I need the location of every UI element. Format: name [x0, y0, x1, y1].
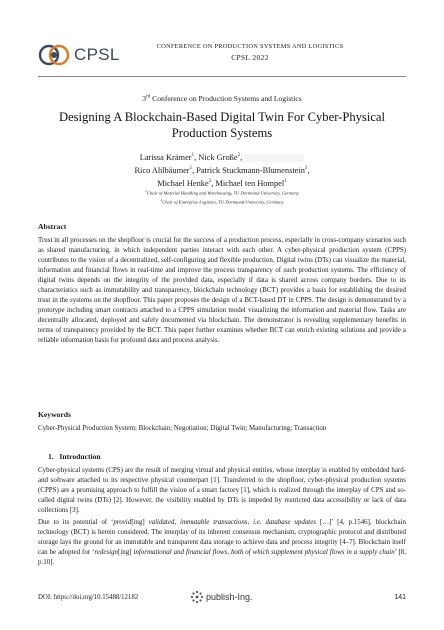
text-run-italic: informational and financial flows, both of which supplement physical flows in a supply chain: [133, 547, 395, 556]
page-footer: [38, 590, 406, 606]
cpsl-logo-icon: [38, 41, 72, 69]
author-line-2: Rico Ahlbäumer$^1$, Patrick Stuckmann-Blumenstein$^2$,: [134, 165, 310, 175]
abstract-text: Trust in all processes on the shopfloor is crucial for the success of a production process, especially in cross-company scenarios such as shared manufacturing, in which independent parties interact with each other. A cyber-physical production system (CPPS) contributes to the vision of a decentralized, self-configuring and flexible production. Digital twins (DTs) can visualize the material, information and financial flows in real-time and improve the process transparency of such production systems. The efficiency of digital twins depends on the integrity of the provided data, especially if data is shared across company borders. Due to its characteristics such as immutability and transparency, blockchain technology (BCT) provides a basis for establishing the desired trust in the systems on the shopfloor. This paper proposes the design of a BCT-based DT in CPPS. The design is demonstrated by a prototype including smart contracts attached to a CPPS simulation model visualizing the information and material flow. Tasks are decentrally allocated, deployed and safely documented via blockchain. The demonstrator is revealing supplementary benefits in terms of transparency provided by the BCT. This paper further examines whether BCT can enrich existing solutions and provide a reliable information basis for profound data and process analysis.: [38, 236, 406, 344]
publisher-logo: [190, 590, 253, 604]
affiliation-sup: 1: [145, 189, 147, 193]
author-name: Patrick Stuckmann-Blumenstein: [196, 165, 305, 175]
author-line-3: Michael Henke$^2$, Michael ten Hompel$^1$: [157, 178, 287, 188]
conference-block: [150, 42, 350, 63]
affiliation-2: [0, 197, 444, 206]
conference-ordinal: 3: [142, 94, 147, 103]
abstract-heading: Abstract: [38, 222, 67, 231]
keywords-text: Cyber-Physical Production System; Blockchain; Negotiation; Digital Twin; Manufacturing; Transaction: [38, 424, 327, 432]
affiliation-text: Chair of Enterprise Logistics, TU Dortmund University, Germany: [162, 199, 284, 205]
text-run: Due to its potential of ‘: [38, 518, 114, 526]
author-sup: 2: [304, 165, 308, 171]
author-line-1: Larissa Krämer$^1$, Nick Große$^2$,: [0, 150, 444, 163]
text-run-italic: redesign: [94, 547, 119, 556]
logo-text: CPSL: [74, 45, 120, 64]
text-run-italic: provid: [113, 518, 132, 526]
affiliations: [0, 188, 444, 205]
conference-line: [0, 94, 444, 103]
text-run: [ing]: [131, 518, 149, 526]
page-number: 141: [394, 594, 406, 601]
author-sup: 1: [189, 165, 193, 171]
author-sup: 2: [208, 178, 212, 184]
author-sup: 2: [237, 153, 241, 158]
keywords-heading: Keywords: [38, 410, 71, 419]
author-name: Larissa Krämer: [139, 152, 192, 162]
conference-name: CONFERENCE ON PRODUCTION SYSTEMS AND LOGISTICS: [156, 43, 344, 50]
paper-title: Designing A Blockchain-Based Digital Twin For Cyber-Physical Production Systems: [58, 110, 386, 140]
text-run: ’ [8, p.10].: [38, 547, 406, 566]
publisher-name: publish-Ing.: [206, 592, 253, 602]
text-run: […]’ [4, p.1546], blockchain technology (BCT) is herein considered. The interplay of its inherent consensus mechanism, cryptographic protocol and distributed storage lays the ground for an immutable and transparent data storage to achieve data and process integrity [4–7]. Blockchain itself can be adopted for ‘: [38, 518, 406, 556]
author-sup: 1: [191, 153, 195, 158]
text-run-italic: validated, immutable transactions, i.e. database updates: [148, 518, 317, 526]
page-header: [38, 38, 404, 72]
conference-short: CPSL 2022: [231, 53, 269, 62]
introduction-heading: 1. Introduction: [48, 452, 101, 461]
conference-line-text: Conference on Production Systems and Logistics: [150, 94, 302, 103]
affiliation-sup: 2: [160, 197, 163, 202]
affiliation-text: Chair of Material Handling and Warehousing, TU Dortmund University, Germany: [146, 190, 299, 196]
author-list: [0, 150, 444, 188]
conference-ordinal-suffix: rd: [146, 94, 151, 100]
author-name: Michael ten Hompel: [215, 178, 285, 188]
author-name: Rico Ahlbäumer: [134, 165, 190, 175]
author-sup: 1: [284, 178, 287, 184]
cpsl-logo: [38, 38, 120, 72]
redacted-author: [244, 154, 304, 162]
author-name: Michael Henke: [157, 178, 209, 188]
header-divider: [38, 76, 406, 77]
publisher-logo-icon: [190, 590, 204, 604]
text-run: [ing]: [118, 547, 134, 556]
introduction-para-1: Cyber-physical systems (CPS) are the result of merging virtual and physical entities, whose interplay is enabled by embedded hard- and software attached to its respective physical counterpart [1]. Transferred to the shopfloor, cyber-physical production systems (CPPS) are a promising approach to fulfill the vision of a smart factory [1], which is realized through the interplay of CPS and so-called digital twins (DTs) [2]. However, the visibility enabled by DTs is impeded by restricted data accessibility or lack of data collections [3].: [38, 466, 406, 514]
introduction-para-2: [38, 518, 406, 568]
doi-link[interactable]: DOI: https://doi.org/10.15488/12182: [38, 594, 139, 601]
author-name: Nick Große: [198, 152, 238, 162]
affiliation-1: [0, 188, 444, 197]
